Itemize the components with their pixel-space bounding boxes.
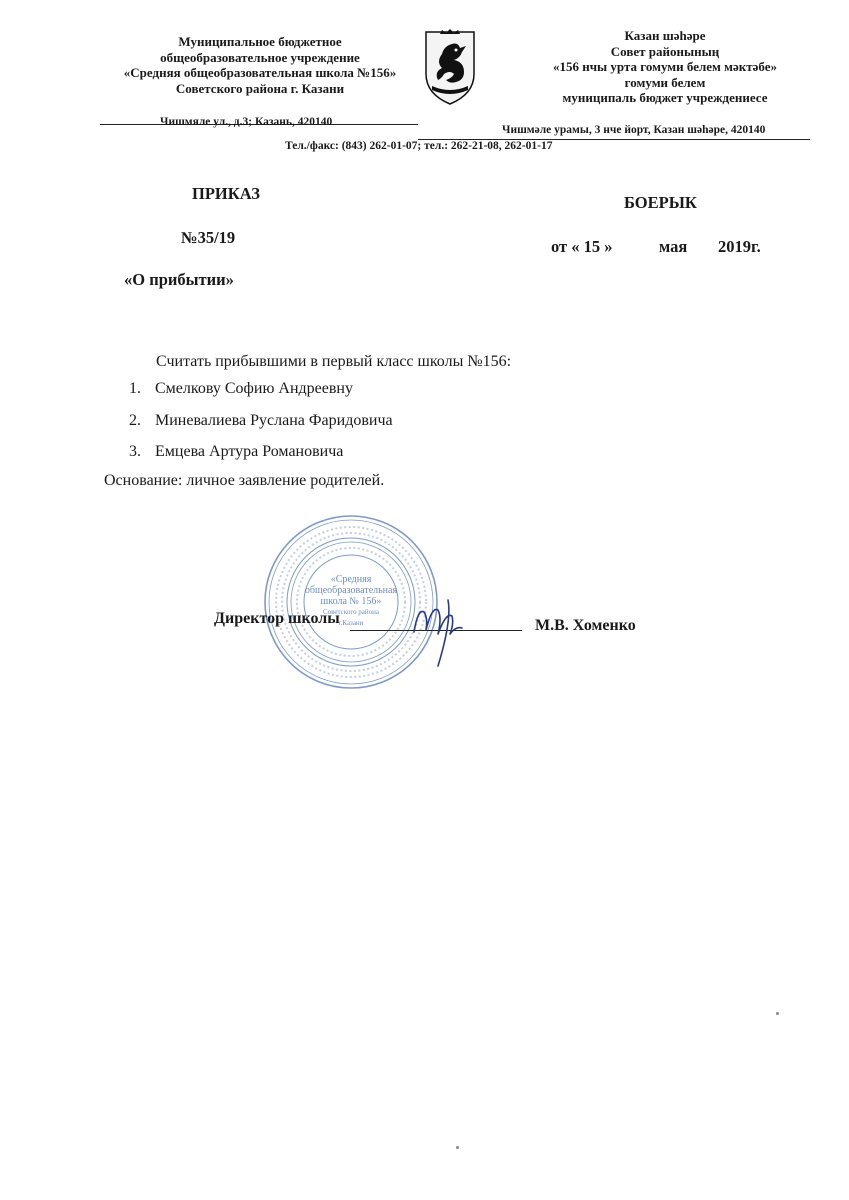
order-number: №35/19 [181, 228, 236, 247]
scan-speck [776, 1012, 779, 1015]
order-date-prefix: от « 15 » [551, 237, 613, 256]
order-basis: Основание: личное заявление родителей. [104, 472, 385, 489]
list-item: Миневалиева Руслана Фаридовича [155, 412, 393, 429]
stamp-line: «Средняя [330, 574, 372, 585]
order-date-month: мая [659, 237, 688, 256]
kazan-coat-of-arms-icon [420, 28, 480, 108]
stamp-line: общеобразовательная [304, 585, 398, 596]
stamp-line: Советского района [323, 608, 379, 616]
header-left-line: общеобразовательное учреждение [160, 49, 360, 65]
address-left: Чишмяле ул., д.3; Казань, 420140 [160, 116, 333, 128]
header-left-block [95, 34, 425, 96]
header-right-line: Совет районының [610, 43, 720, 59]
list-item-number: 2. [129, 412, 141, 429]
header-right-block [505, 28, 825, 106]
header-left-line: Советского района г. Казани [175, 80, 345, 96]
stamp-line: г.Казани [338, 619, 364, 627]
order-title-tt: БОЕРЫК [624, 193, 697, 212]
header-right-line: муниципаль бюджет учреждениесе [562, 90, 768, 105]
header-right-line: гомуми белем [624, 74, 706, 90]
director-signature [408, 590, 473, 670]
order-title-ru: ПРИКАЗ [192, 184, 260, 203]
header-right-line: «156 нчы урта гомуми белем мәктәбе» [552, 59, 778, 74]
phones: Тел./факс: (843) 262-01-07; тел.: 262-21-08, 262-01-17 [285, 140, 553, 152]
list-item: Смелкову Софию Андреевну [155, 380, 353, 397]
list-item: Емцева Артура Романовича [155, 443, 344, 460]
scan-speck [456, 1146, 459, 1149]
header-right-line: Казан шәһәре [624, 28, 706, 43]
signature-position: Директор школы [214, 610, 340, 627]
order-intro: Считать прибывшими в первый класс школы №156: [156, 353, 512, 370]
order-subject: «О прибытии» [124, 270, 234, 289]
header-left-line: «Средняя общеобразовательная школа №156» [123, 65, 397, 80]
list-item-number: 1. [129, 380, 141, 397]
stamp-line: школа № 156» [320, 596, 382, 607]
order-date-year: 2019г. [718, 237, 761, 256]
list-item-number: 3. [129, 443, 141, 460]
signature-name: М.В. Хоменко [535, 617, 636, 634]
address-right: Чишмәле урамы, 3 нче йорт, Казан шәһәре, 420140 [502, 124, 766, 136]
header-left-line: Муниципальное бюджетное [178, 34, 342, 49]
